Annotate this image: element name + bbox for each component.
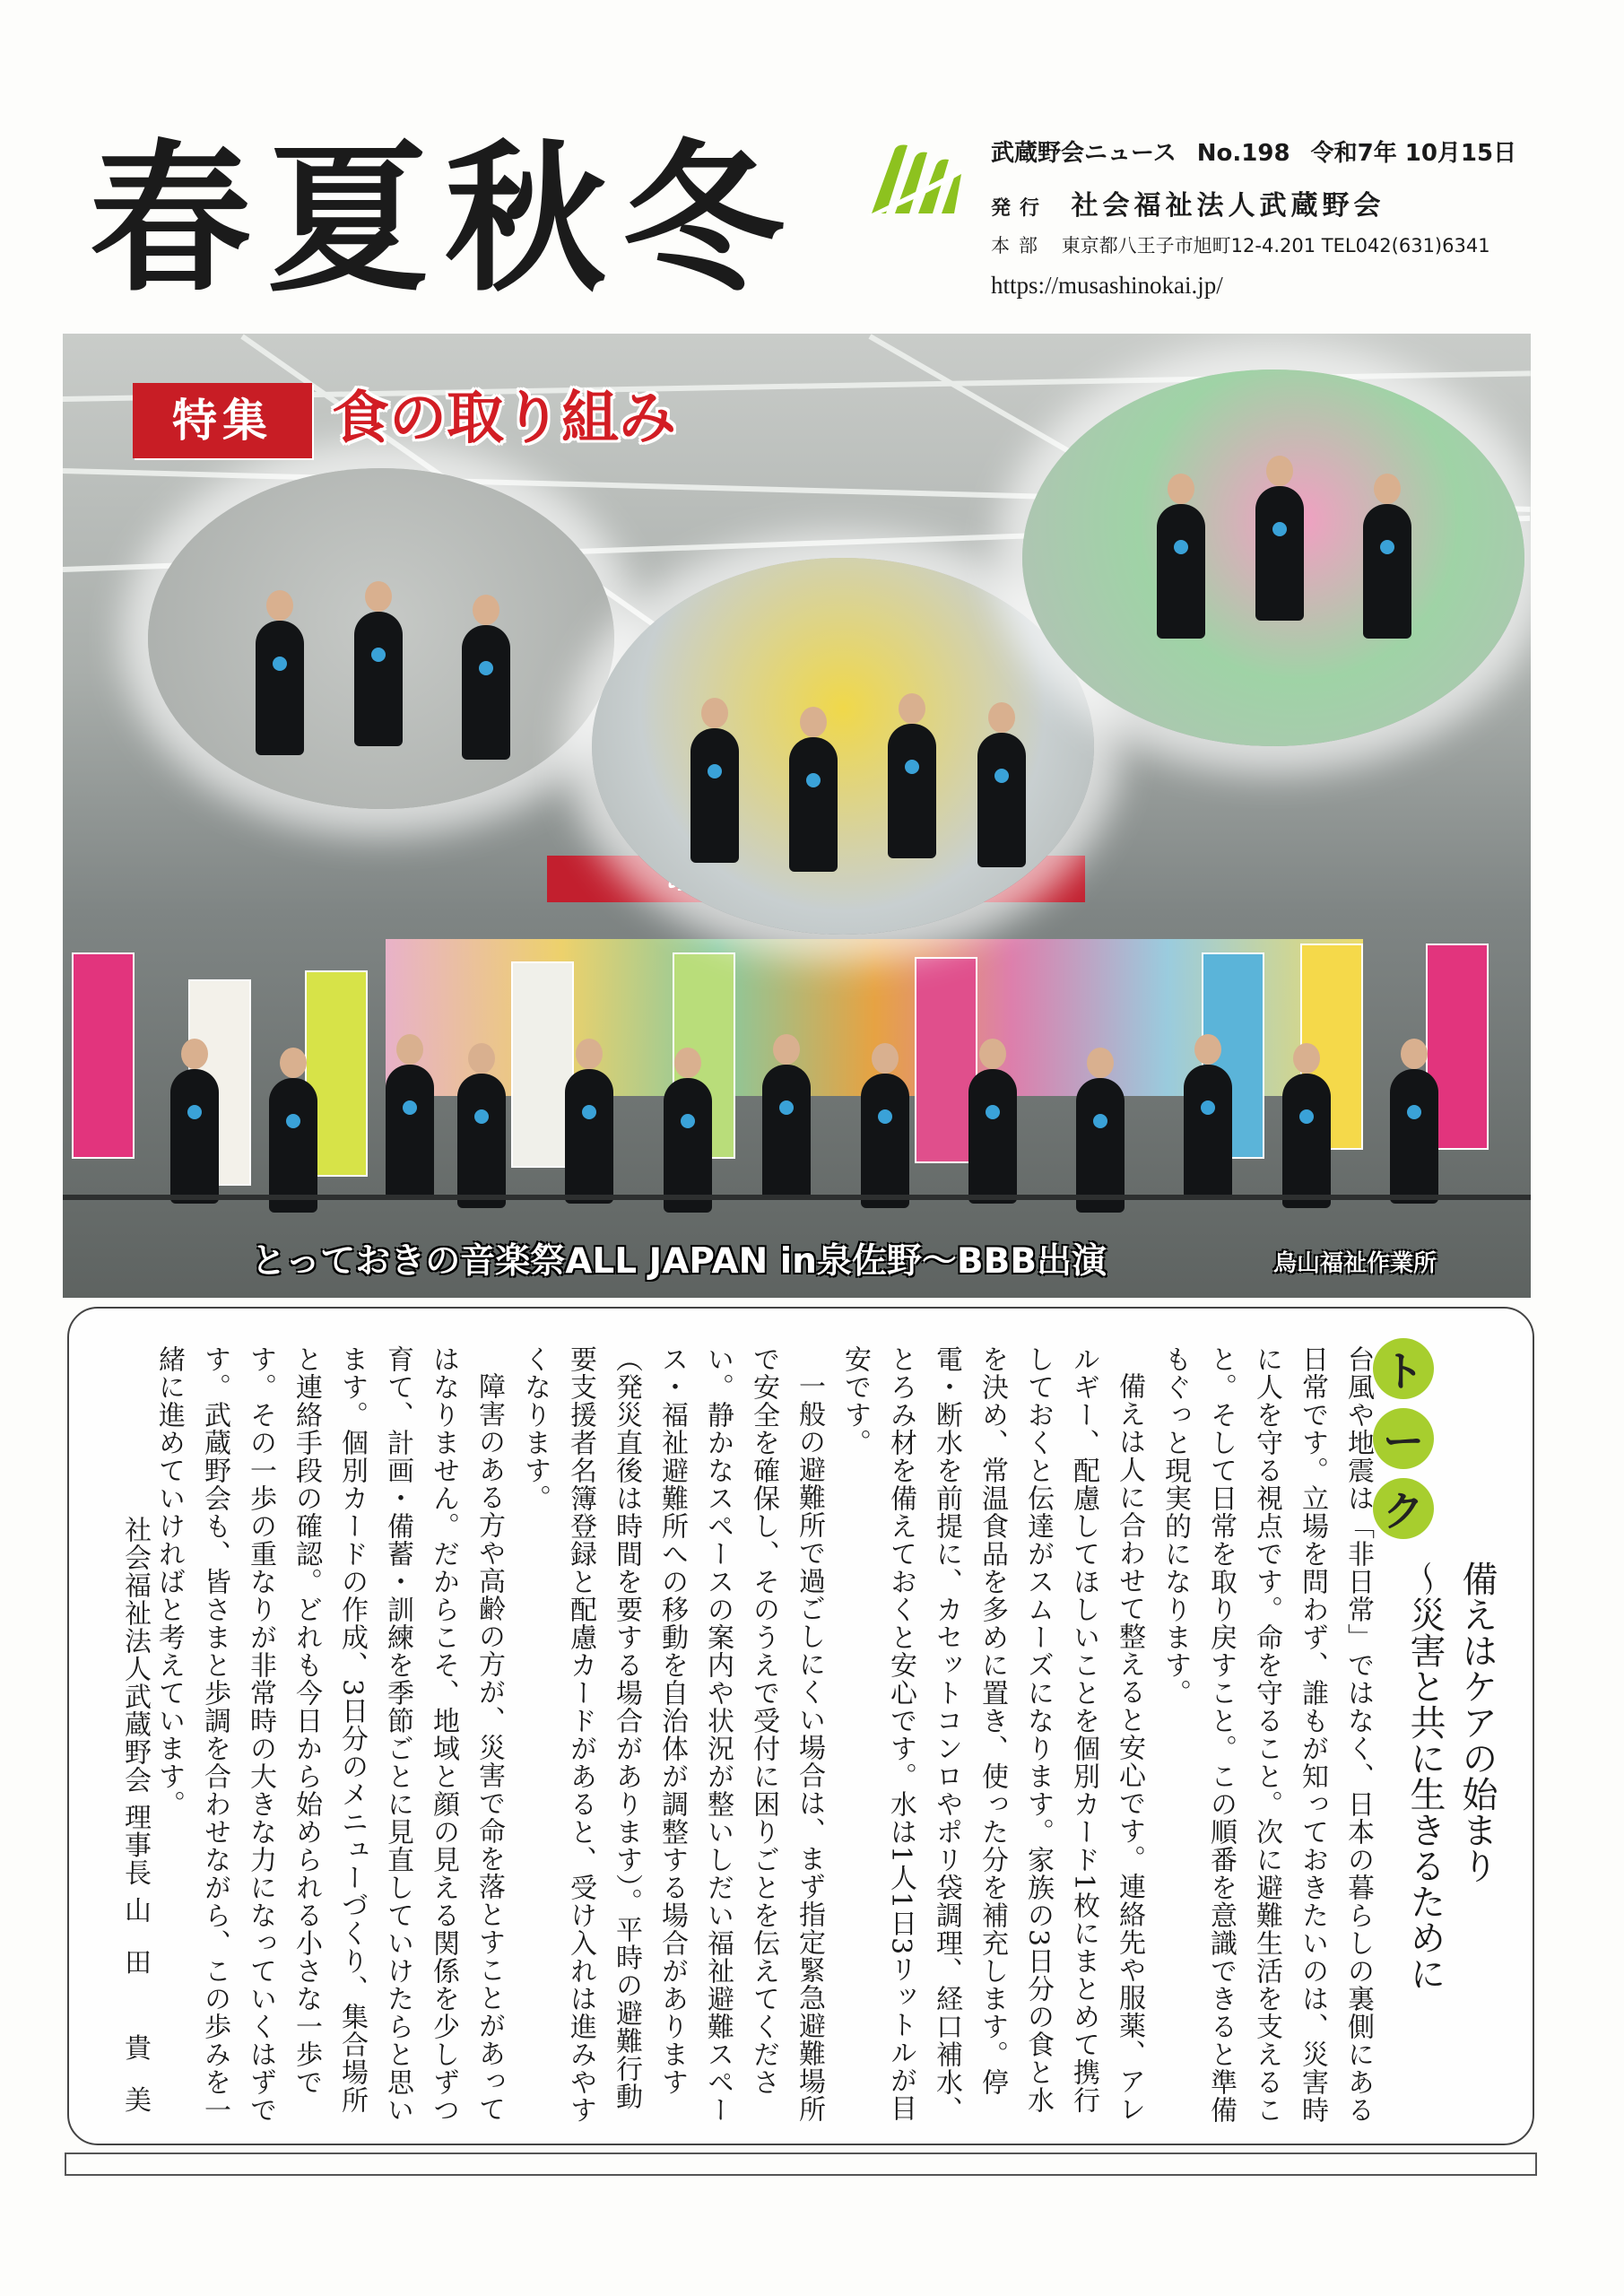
performer: [457, 1074, 506, 1208]
performer: [1363, 504, 1411, 639]
signature-org: 社会福祉法人武蔵野会 理事長: [119, 1516, 151, 1887]
performer: [256, 621, 304, 755]
talk-paragraph: 備えは人に合わせて整えると安心です。連絡先や服薬、アレルギー、配慮してほしいことを個別カード1枚にまとめて携行しておくと伝達がスムーズになります。家族の3日分の食と水を決め、常温食品を多めに置き、使った分を補充します。停電・断水を前提に、カセットコンロやポリ袋調理、経口補水、とろみ材を備えておくと安心です。水は1人1日3リットルが目安です。: [839, 1345, 1145, 2124]
performer: [1076, 1078, 1125, 1213]
issue-date: 令和7年 10月15日: [1310, 140, 1517, 167]
hq-label: 本部: [991, 235, 1046, 257]
photo-credit: 烏山福祉作業所: [1273, 1250, 1437, 1277]
publisher-name: 社会福祉法人武蔵野会: [1071, 190, 1385, 222]
talk-title-sub: ～災害と共に生きるために: [1404, 1561, 1446, 1991]
publisher-label: 発行: [991, 197, 1049, 220]
performer: [1157, 504, 1205, 639]
performer: [888, 724, 936, 858]
performer: [354, 612, 403, 746]
talk-badge-char: ー: [1373, 1408, 1434, 1469]
performer: [968, 1069, 1017, 1204]
inset-photo-center: [592, 558, 1094, 935]
talk-title-main: 備えはケアの始まり: [1456, 1561, 1498, 1883]
issue-number: No.198: [1196, 140, 1290, 167]
talk-paragraph: 台風や地震は「非日常」ではなく、日本の暮らしの裏側にある日常です。立場を問わず、誰もが知っておきたいのは、災害時に人を守る視点です。命を守ること。次に避難生活を支えること。そして日常を取り戻すこと。この順番を意識できると準備もぐっと現実的になります。: [1159, 1345, 1374, 2124]
talk-badge-char: ク: [1373, 1478, 1434, 1539]
hq-address: 東京都八王子市旭町12-4.201 TEL042(631)6341: [1061, 235, 1490, 257]
talk-title: [1399, 1561, 1503, 2135]
performer: [170, 1069, 219, 1204]
performer: [1390, 1069, 1438, 1204]
performer: [861, 1074, 909, 1208]
stage-edge: [63, 1195, 1531, 1200]
talk-badge-char: ト: [1373, 1338, 1434, 1399]
performer: [269, 1078, 317, 1213]
performer: [977, 733, 1026, 867]
talk-badge: [1372, 1338, 1435, 1539]
footer-rule: [65, 2152, 1537, 2176]
photo-caption: とっておきの音楽祭ALL JAPAN in泉佐野～BBB出演: [251, 1241, 1107, 1282]
performer: [1255, 486, 1304, 621]
feature-badge: 特集: [133, 383, 312, 458]
news-name: 武蔵野会ニュース: [991, 140, 1177, 167]
publisher-line: [991, 183, 1547, 222]
performer: [690, 728, 739, 863]
talk-paragraph: 障害のある方や高齢の方が、災害で命を落とすことがあってはなりません。だからこそ、地域と顔の見える関係を少しずつ育て、計画・備蓄・訓練を季節ごとに見直していけたらと思います。個別カードの作成、3日分のメニューづくり、集合場所と連絡手段の確認。どれも今日から始められる小さな一歩です。その一歩の重なりが非常時の大きな力になっていくはずです。武蔵野会も、皆さまと歩調を合わせながら、この歩みを一緒に進めていければと考えています。: [153, 1345, 505, 2124]
talk-body: [152, 1345, 1381, 2126]
festival-banner: [72, 952, 135, 1159]
musashinokai-logo-icon: [868, 142, 962, 217]
website-url[interactable]: https://musashinokai.jp/: [991, 272, 1223, 299]
performer: [1184, 1065, 1232, 1199]
performer: [462, 625, 510, 760]
inset-photo-left: [148, 468, 614, 809]
signature-name: 山田 貴美: [119, 1896, 151, 2138]
masthead-title: 春夏秋冬: [90, 125, 801, 314]
performer: [664, 1078, 712, 1213]
performer: [386, 1065, 434, 1199]
performer: [762, 1065, 811, 1199]
headquarters-line: [991, 231, 1547, 258]
issue-line: [991, 135, 1547, 168]
performer: [789, 737, 838, 872]
feature-title: 食の取り組み: [332, 386, 676, 452]
performer: [565, 1069, 613, 1204]
talk-paragraph: 一般の避難所で過ごしにくい場合は、まず指定緊急避難場所で安全を確保し、そのうえで受付に困りごとを伝えてください。静かなスペースの案内や状況が整いしだい福祉避難スペース・福祉避難所への移動を自治体が調整する場合があります（発災直後は時間を要する場合があります）。平時の避難行動要支援者名簿登録と配慮カードがあると、受け入れは進みやすくなります。: [519, 1345, 825, 2124]
performer: [1282, 1074, 1331, 1208]
feature-photo: [63, 334, 1531, 1298]
signature: [115, 1516, 154, 2138]
inset-photo-right: [1022, 370, 1524, 746]
